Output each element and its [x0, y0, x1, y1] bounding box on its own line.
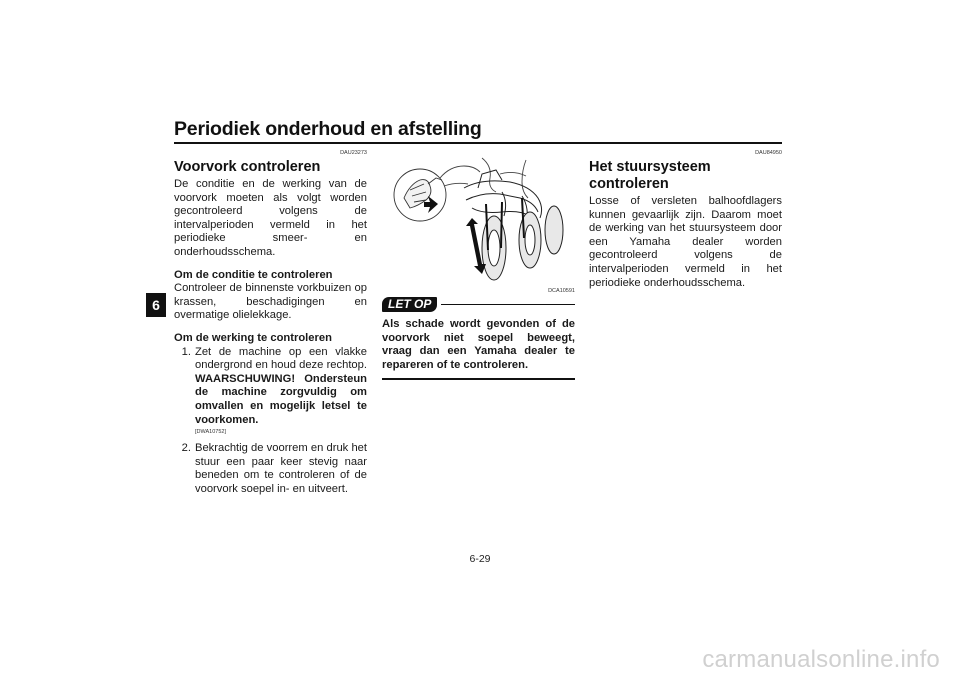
warning-text: WAARSCHUWING! Ondersteun de machine zorgvuldig om omvallen en mogelijk letsel te voorkomen.: [195, 372, 367, 426]
caution-header: [382, 297, 575, 312]
watermark: carmanualsonline.info: [702, 646, 940, 673]
step-number: 2.: [181, 442, 191, 455]
caution-end-rule: [382, 378, 575, 380]
condition-paragraph: Controleer de binnenste vorkbuizen op krassen, beschadigingen en overmatige olielekkage.: [174, 282, 367, 322]
caution-text: Als schade wordt gevonden of de voorvork niet soepel beweegt, vraag dan een Yamaha dealer te repareren of te controleren.: [382, 318, 575, 371]
page-title: Periodiek onderhoud en afstelling: [174, 118, 482, 140]
section-code: DAU84950: [755, 150, 782, 156]
page-number: 6-29: [469, 553, 491, 565]
caution-code: DCA10591: [548, 288, 575, 294]
title-rule: [174, 142, 782, 144]
subheading-condition: Om de conditie te controleren: [174, 268, 333, 281]
steering-paragraph: Losse of versleten balhoofdlagers kunnen gevaarlijk zijn. Daarom moet de werking van het stuursysteem door een Yamaha dealer worden gecontroleerd volgens de intervalperioden vermeld in het periodieke onderhoudsschema.: [589, 195, 782, 289]
middle-column: [382, 150, 575, 380]
caution-rule: [441, 304, 575, 305]
section-heading-steering: Het stuursysteem controleren: [589, 159, 711, 192]
step-text: Bekrachtig de voorrem en druk het stuur een paar keer stevig naar beneden om te controleren of de voorvork soepel in- en uitveert.: [195, 442, 367, 495]
subheading-operation: Om de werking te controleren: [174, 331, 332, 344]
section-code: DAU23273: [340, 150, 367, 156]
left-column: [174, 150, 367, 496]
section-heading-front-fork: Voorvork controleren: [174, 159, 321, 175]
step-text: Zet de machine op een vlakke ondergrond en houd deze rechtop.: [195, 345, 367, 372]
step-number: 1.: [181, 345, 191, 358]
list-item: [174, 442, 367, 496]
chapter-tab: 6: [146, 293, 166, 317]
right-column: [589, 150, 782, 290]
motorcycle-fork-illustration: [382, 148, 575, 288]
caution-badge: LET OP: [382, 297, 437, 312]
steps-list: [174, 346, 367, 497]
warning-code: [DWA10752]: [195, 429, 226, 436]
motorcycle-illustration-svg: [382, 148, 575, 288]
intro-paragraph: De conditie en de werking van de voorvork moeten als volgt worden gecontroleerd volgens de intervalperioden vermeld in het periodieke smeer- en onderhoudsschema.: [174, 178, 367, 258]
list-item: [174, 346, 367, 443]
